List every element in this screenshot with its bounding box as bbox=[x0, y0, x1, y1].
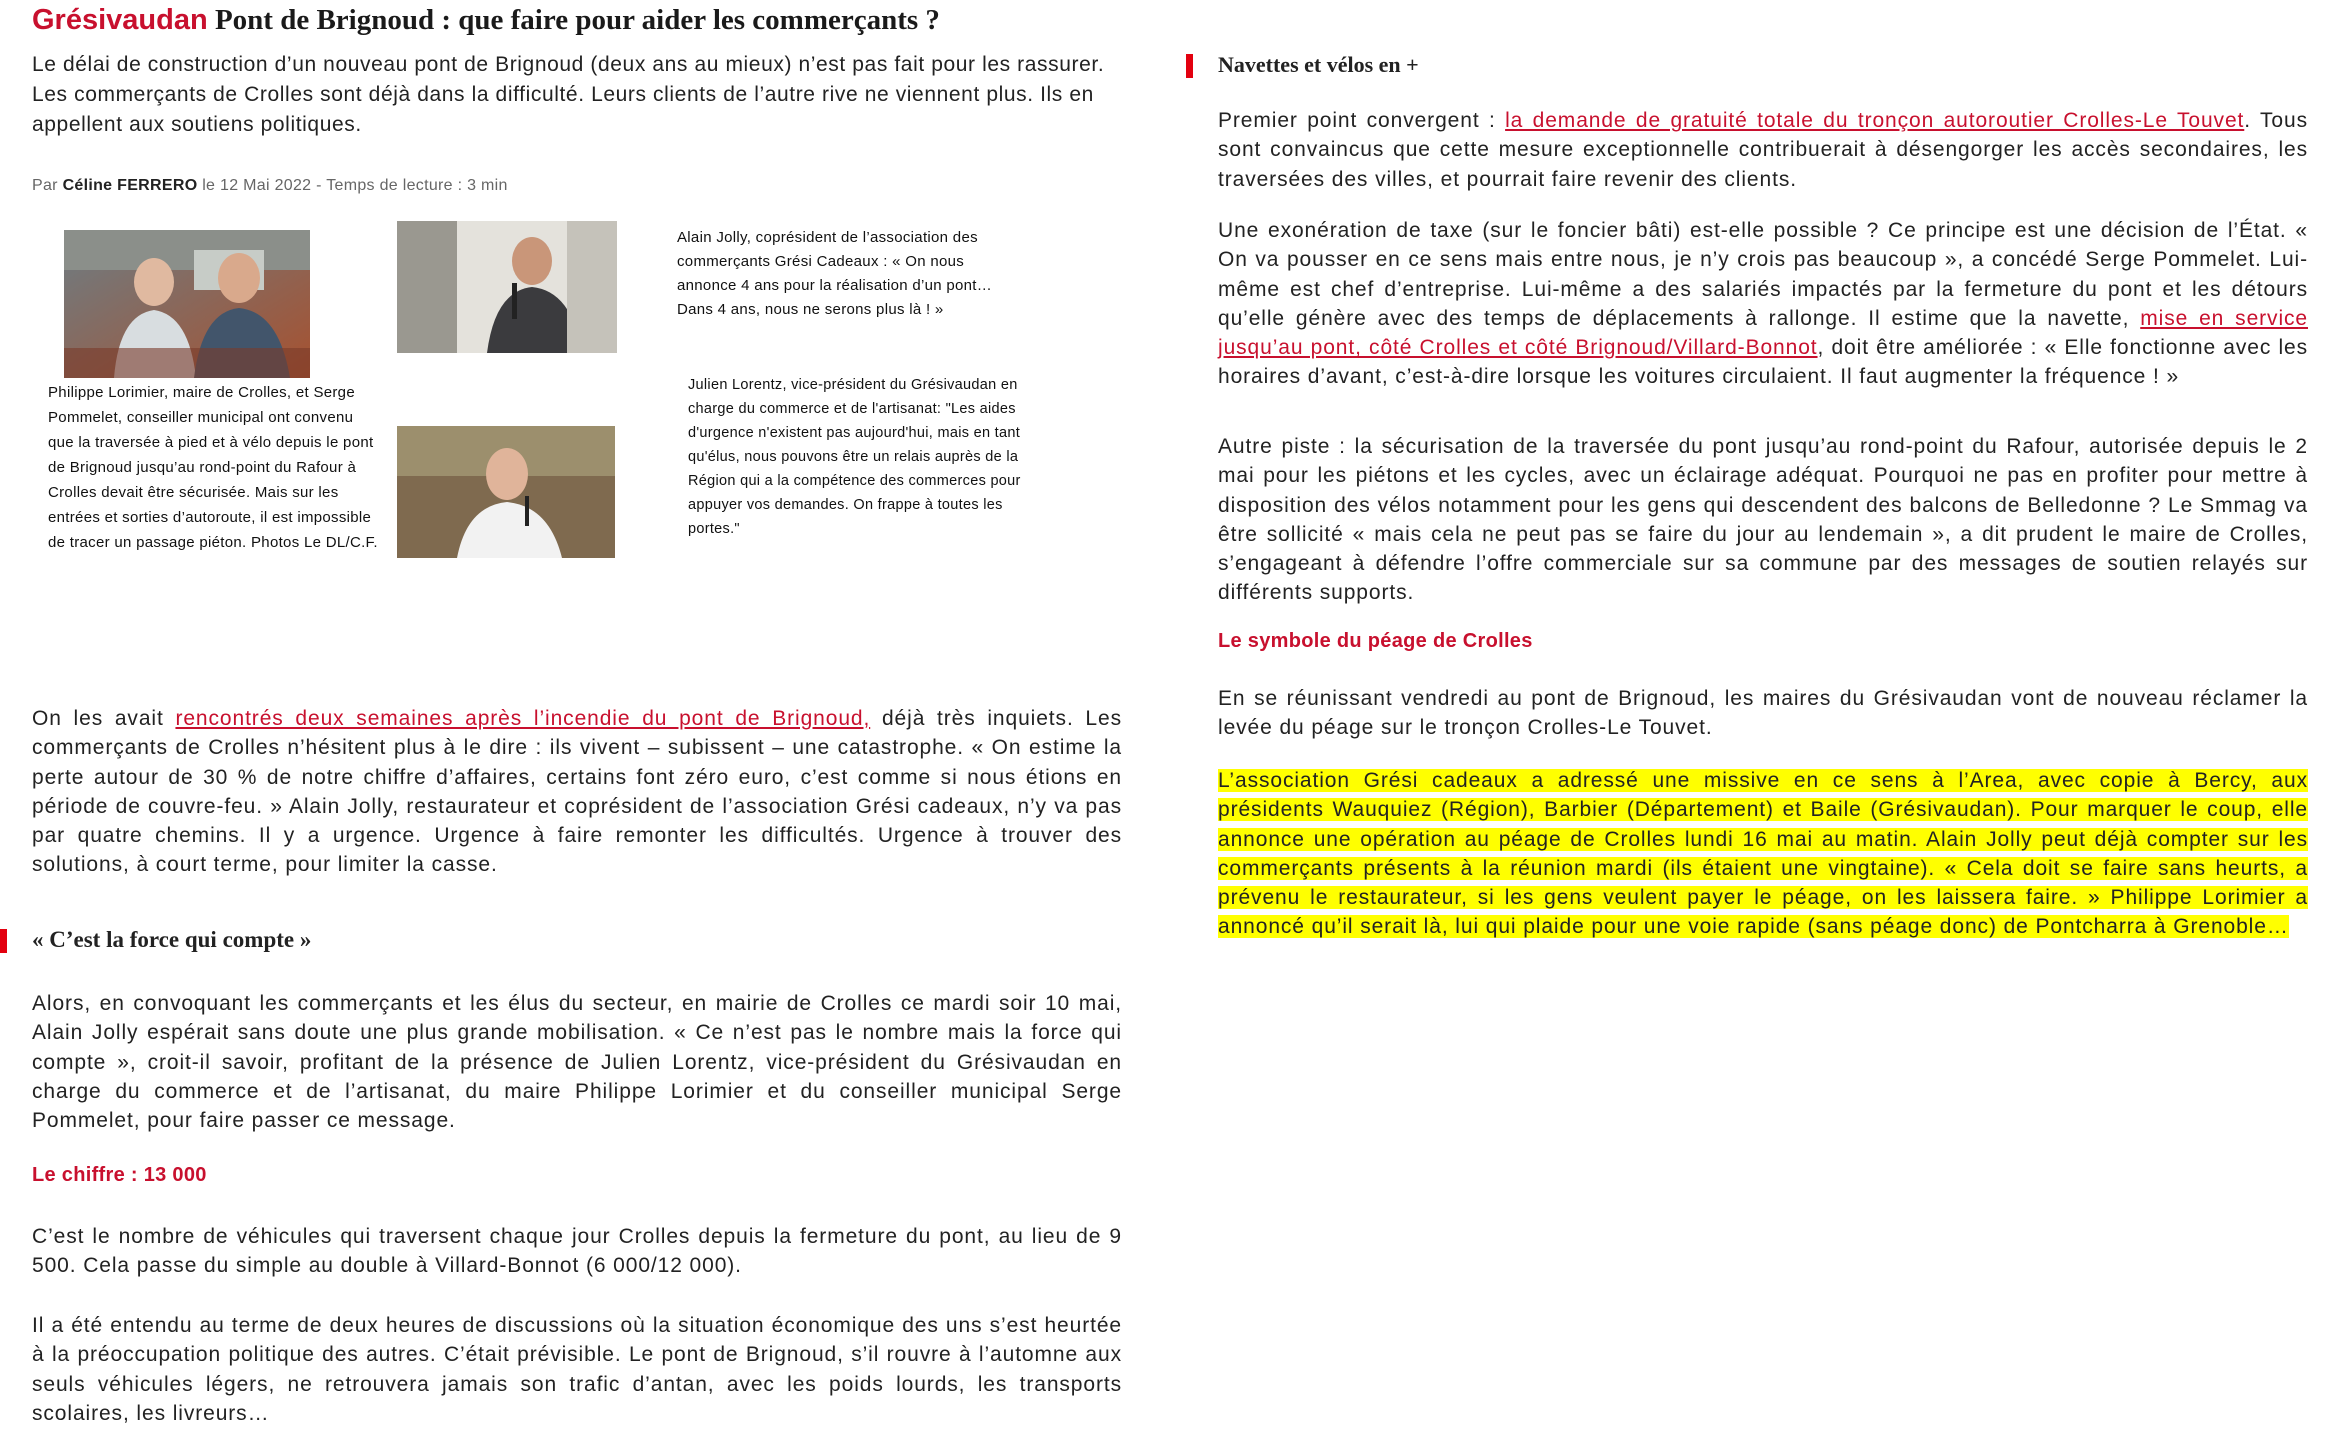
byline bbox=[32, 177, 508, 195]
text-run: . Tous sont convaincus que cette mesure exceptionnelle contribuerait à désengorger les accès secondaires, les traversées des villes, et pourrait faire revenir des clients. bbox=[1218, 109, 2308, 191]
reading-time: - Temps de lecture : 3 min bbox=[316, 177, 508, 194]
left-paragraph-1 bbox=[32, 704, 1122, 880]
text-run: Premier point convergent : bbox=[1218, 109, 1506, 132]
highlighted-text: L’association Grési cadeaux a adressé une missive en ce sens à l’Area, avec copie à Bercy, aux présidents Wauquiez (Région), Barbier (Département) et Baile (Grésivaudan). Pour marquer le coup, elle annonce une opération au péage de Crolles lundi 16 mai au matin. Alain Jolly peut déjà compter sur les commerçants présents à la réunion mardi (ils étaient une vingtaine). « Cela doit se faire sans heurts, a prévenu le restaurateur, si les gens veulent payer le péage, on les laissera faire. » Philippe Lorimier a annoncé qu’il serait là, lui qui plaide pour une voie rapide (sans péage donc) de Pontcharra à Grenoble… bbox=[1218, 769, 2308, 939]
label-chiffre: Le chiffre : 13 000 bbox=[32, 1164, 207, 1186]
headline-kicker: Grésivaudan bbox=[32, 4, 208, 36]
subhead-marker bbox=[1186, 54, 1193, 78]
link-incendie-article[interactable]: rencontrés deux semaines après l’incendie du pont de Brignoud, bbox=[175, 707, 871, 730]
subhead-navettes bbox=[1218, 52, 1419, 78]
subhead-force bbox=[32, 927, 311, 953]
left-paragraph-4 bbox=[32, 1311, 1122, 1428]
text-run: , doit être améliorée : « Elle fonctionne avec les horaires d’avant, c’est-à-dire lorsque les voitures circulaient. Il faut augmenter la fréquence ! » bbox=[1218, 336, 2308, 389]
byline-prefix: Par bbox=[32, 177, 58, 194]
left-paragraph-3 bbox=[32, 1222, 1122, 1281]
photo-jolly bbox=[397, 221, 617, 353]
paragraph-text: Autre piste : la sécurisation de la traversée du pont jusqu’au rond-point du Rafour, autorisée depuis le 2 mai pour les piétons et les cycles, avec un éclairage adéquat. Pourquoi ne pas en profiter pour mettre à disposition des vélos notamment pour les gens qui descendent des balcons de Belledonne ? Le Smmag va être sollicité « mais cela ne peut pas se faire du jour au lendemain », a dit prudent le maire de Crolles, s’engageant à défendre l’offre commerciale sur sa commune par des messages de soutien relayés sur différents supports. bbox=[1218, 435, 2308, 605]
label-peage: Le symbole du péage de Crolles bbox=[1218, 630, 1533, 652]
paragraph-text: En se réunissant vendredi au pont de Brignoud, les maires du Grésivaudan vont de nouveau réclamer la levée du péage sur le tronçon Crolles-Le Touvet. bbox=[1218, 687, 2308, 740]
article-lead: Le délai de construction d’un nouveau pont de Brignoud (deux ans au mieux) n’est pas fait pour les rassurer. Les commerçants de Crolles sont déjà dans la difficulté. Leurs clients de l’autre rive ne viennent plus. Ils en appellent aux soutiens politiques. bbox=[32, 53, 1105, 136]
author-name[interactable]: Céline FERRERO bbox=[62, 177, 198, 194]
left-paragraph-2 bbox=[32, 989, 1122, 1135]
photo-lorimier-pommelet bbox=[64, 230, 310, 378]
subhead-marker bbox=[0, 929, 7, 953]
caption-lorimier-pommelet: Philippe Lorimier, maire de Crolles, et Serge Pommelet, conseiller municipal ont convenu que la traversée à pied et à vélo depuis le pont de Brignoud jusqu’au rond-point du Rafour à Crolles devait être sécurisée. Mais sur les entrées et sorties d’autoroute, il est impossible de tracer un passage piéton. Photos Le DL/C.F. bbox=[48, 384, 378, 551]
publish-date: le 12 Mai 2022 bbox=[202, 177, 312, 194]
paragraph-text: C’est le nombre de véhicules qui traversent chaque jour Crolles depuis la fermeture du pont, au lieu de 9 500. Cela passe du simple au double à Villard-Bonnot (6 000/12 000). bbox=[32, 1225, 1122, 1278]
paragraph-text: Alors, en convoquant les commerçants et les élus du secteur, en mairie de Crolles ce mardi soir 10 mai, Alain Jolly espérait sans doute une plus grande mobilisation. « Ce n’est pas le nombre mais la force qui compte », croit-il savoir, profitant de la présence de Julien Lorentz, vice-président du Grésivaudan en charge du commerce et de l’artisanat, du maire Philippe Lorimier et du conseiller municipal Serge Pommelet, pour faire passer ce message. bbox=[32, 992, 1122, 1133]
paragraph-text: Il a été entendu au terme de deux heures de discussions où la situation économique des uns s’est heurtée à la préoccupation politique des autres. C’était prévisible. Le pont de Brignoud, s’il rouvre à l’automne aux seuls véhicules légers, ne retrouvera jamais son trafic d’antan, avec les poids lourds, les transports scolaires, les livreurs… bbox=[32, 1314, 1122, 1425]
right-paragraph-4 bbox=[1218, 684, 2308, 743]
text-run: déjà très inquiets. Les commerçants de Crolles n’hésitent plus à le dire : ils vivent – subissent – une catastrophe. « On estime la perte autour de 30 % de notre chiffre d’affaires, certains font zéro euro, c’est comme si nous étions en période de couvre-feu. » Alain Jolly, restaurateur et coprésident de l’association Grési cadeaux, n’y va pas par quatre chemins. Il y a urgence. Urgence à faire remonter les difficultés. Urgence à trouver des solutions, à court terme, pour limiter la casse. bbox=[32, 707, 1122, 877]
right-paragraph-2 bbox=[1218, 216, 2308, 392]
right-paragraph-3 bbox=[1218, 432, 2308, 608]
link-gratuite-article[interactable]: la demande de gratuité totale du tronçon autoroutier Crolles-Le Touvet bbox=[1505, 109, 2245, 132]
headline-title: Pont de Brignoud : que faire pour aider les commerçants ? bbox=[214, 4, 940, 36]
text-run: On les avait bbox=[32, 707, 176, 730]
link-navette-article[interactable]: mise en service jusqu’au pont, côté Crolles et côté Brignoud/Villard-Bonnot bbox=[1218, 306, 2308, 360]
subhead-text: « C’est la force qui compte » bbox=[32, 927, 312, 952]
caption-lorentz: Julien Lorentz, vice-président du Grésivaudan en charge du commerce et de l'artisanat: "Les aides d'urgence n'existent pas aujourd'hui, mais en tant qu'élus, nous pouvons être un relais auprès de la Région qui a la compétence des commerces pour appuyer vos demandes. On frappe à toutes les portes." bbox=[688, 377, 1021, 537]
photo-lorentz bbox=[397, 426, 615, 558]
headline bbox=[32, 4, 1132, 37]
subhead-text: Navettes et vélos en + bbox=[1218, 52, 1419, 77]
right-paragraph-5 bbox=[1218, 766, 2308, 942]
text-run: Une exonération de taxe (sur le foncier bâti) est-elle possible ? Ce principe est une décision de l’État. « On va pousser en ce sens mais entre nous, je n’y crois pas beaucoup », a concédé Serge Pommelet. Lui-même est chef d’entreprise. Lui-même a des salariés impactés par la fermeture du pont et les détours qu’elle génère avec des temps de déplacements à rallonge. Il estime que la navette, bbox=[1218, 219, 2308, 330]
caption-jolly: Alain Jolly, coprésident de l’association des commerçants Grési Cadeaux : « On nous annonce 4 ans pour la réalisation d’un pont… Dans 4 ans, nous ne serons plus là ! » bbox=[677, 229, 993, 318]
right-paragraph-1 bbox=[1218, 106, 2308, 194]
